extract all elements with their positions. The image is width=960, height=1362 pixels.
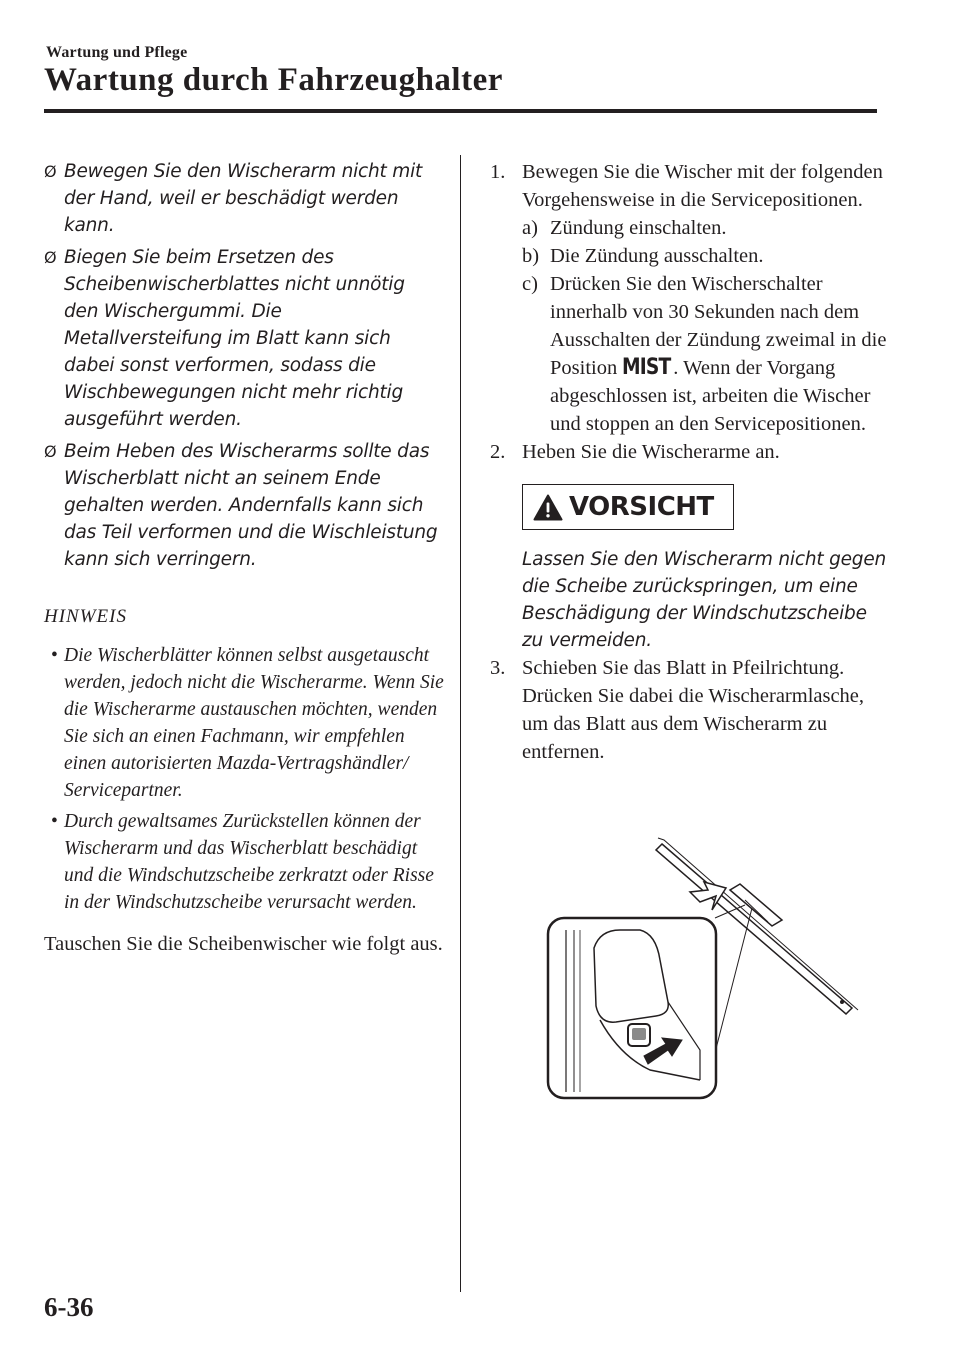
warning-item: [44, 158, 444, 239]
warning-item: [44, 244, 444, 433]
substep-list: [522, 214, 890, 438]
warning-text: Beim Heben des Wischerarms sollte das Wischerblatt nicht an seinem Ende gehalten werden. Andernfalls kann sich das Teil verformen und die Wischleistung kann sich verringern.: [64, 441, 438, 570]
warning-text: Bewegen Sie den Wischerarm nicht mit der Hand, weil er beschädigt werden kann.: [64, 161, 423, 236]
substep-letter: c): [522, 273, 538, 295]
section-label: Wartung und Pflege: [46, 44, 188, 61]
note-list: [44, 642, 444, 916]
step-text: Heben Sie die Wischerarme an.: [522, 441, 780, 463]
substep-text: Die Zündung ausschalten.: [550, 245, 764, 267]
step-2: [490, 438, 890, 466]
substep-text-after: . Wenn der Vorgang abgeschlossen ist, arbeiten die Wischer und stoppen an den Servicepositionen.: [550, 357, 871, 435]
bullet-icon: •: [51, 645, 58, 666]
step-number: 2.: [490, 441, 506, 463]
mist-symbol-icon: MIST: [622, 355, 671, 380]
substep-a: [522, 214, 890, 242]
note-text: Durch gewaltsames Zurückstellen können der Wischerarm und das Wischerblatt beschädigt und die Windschutzscheibe zerkratzt oder Risse in der Windschutzscheibe verursacht werden.: [64, 811, 434, 913]
column-divider: [460, 155, 461, 1292]
wiper-blade-illustration: [540, 830, 870, 1100]
substep-text-before: Drücken Sie den Wischerschalter innerhalb von 30 Sekunden nach dem Ausschalten der Zündung zweimal in die Position: [550, 273, 887, 379]
substep-b: [522, 242, 890, 270]
note-item: [44, 808, 444, 916]
right-column: [490, 158, 890, 766]
arrow-marker-icon: Ø: [44, 162, 57, 181]
caution-text: Lassen Sie den Wischerarm nicht gegen die Scheibe zurückspringen, um eine Beschädigung der Windschutzscheibe zu vermeiden.: [522, 549, 887, 651]
note-text: Die Wischerblätter können selbst ausgetauscht werden, jedoch nicht die Wischerarme. Wenn Sie die Wischerarme austauschen möchten, wenden Sie sich an einen Fachmann, wir empfehlen einen autorisierten Mazda-Vertragshändler/ Servicepartner.: [64, 645, 444, 801]
warning-list: [44, 158, 444, 573]
warning-text: Biegen Sie beim Ersetzen des Scheibenwischerblattes nicht unnötig den Wischergummi. Die Metallversteifung im Blatt kann sich dabei sonst verformen, sodass die Wischbewegungen nicht mehr richtig ausgeführt werden.: [64, 247, 405, 430]
step-number: 1.: [490, 161, 506, 183]
note-heading: HINWEIS: [44, 606, 127, 627]
substep-text: Zündung einschalten.: [550, 217, 727, 239]
step-1: [490, 158, 890, 438]
warning-triangle-icon: [533, 494, 563, 521]
step-text: Schieben Sie das Blatt in Pfeilrichtung. Drücken Sie dabei die Wischerarmlasche, um das Blatt aus dem Wischerarm zu entfernen.: [522, 657, 865, 763]
page-number: 6-36: [44, 1292, 94, 1322]
warning-item: [44, 438, 444, 573]
arrow-marker-icon: Ø: [44, 248, 57, 267]
note-item: [44, 642, 444, 804]
substep-c: [522, 270, 890, 438]
caution-label: VORSICHT: [569, 492, 714, 522]
step-3: [490, 654, 890, 766]
closing-paragraph: Tauschen Sie die Scheibenwischer wie folgt aus.: [44, 933, 443, 955]
substep-letter: a): [522, 217, 538, 239]
bullet-icon: •: [51, 811, 58, 832]
page-title: Wartung durch Fahrzeughalter: [44, 62, 503, 98]
left-column: [44, 158, 444, 958]
title-rule: [44, 109, 877, 113]
caution-box: [522, 484, 734, 530]
substep-letter: b): [522, 245, 540, 267]
step-number: 3.: [490, 657, 506, 679]
arrow-marker-icon: Ø: [44, 442, 57, 461]
step-text: Bewegen Sie die Wischer mit der folgenden Vorgehensweise in die Servicepositionen.: [522, 161, 883, 211]
